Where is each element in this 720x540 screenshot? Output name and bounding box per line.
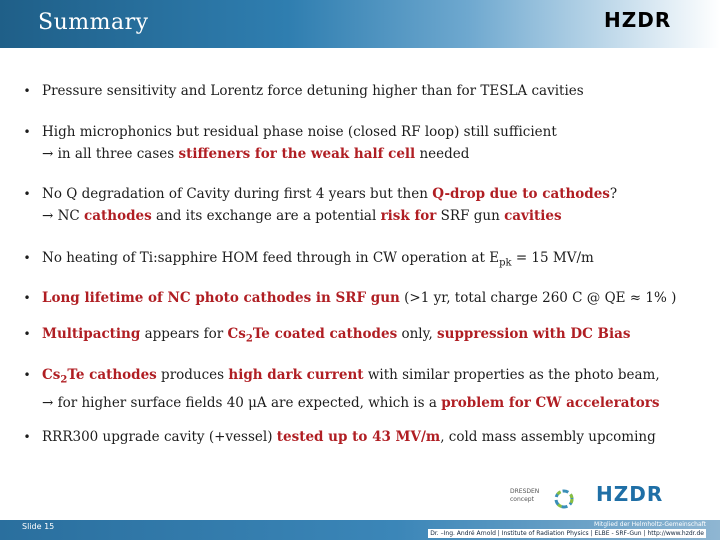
subscript-pk: pk [499, 257, 512, 269]
bullet-dot-icon: • [23, 430, 31, 444]
bullet-text: High microphonics but residual phase noise (closed RF loop) still sufficient [42, 124, 557, 140]
bullet-text: SRF gun [436, 208, 505, 224]
bullet-text: → for higher surface fields 40 μA are expected, which is a [42, 394, 442, 411]
bullet-highlight: Te coated cathodes [252, 326, 398, 342]
bullet-highlight: Q-drop due to cathodes [432, 186, 610, 202]
bullet-item [20, 121, 710, 165]
bullet-text: RRR300 upgrade cavity (+vessel) [42, 429, 277, 445]
bullet-highlight: problem for CW accelerators [441, 394, 660, 411]
bullet-text: No Q degradation of Cavity during first 4 years but then [42, 186, 433, 202]
bullet-text: = 15 MV/m [511, 250, 594, 266]
bullet-highlight: Te cathodes [67, 367, 157, 383]
bullet-highlight: tested up to 43 MV/m [276, 429, 441, 445]
bullet-highlight: high dark current [228, 367, 364, 383]
bullet-text: Pressure sensitivity and Lorentz force detuning higher than for TESLA cavities [42, 83, 584, 99]
page-title: Summary [38, 10, 149, 35]
bullet-highlight: cathodes [84, 208, 152, 224]
bullet-highlight: risk for [380, 208, 437, 224]
bullet-text: appears for [140, 326, 228, 342]
bullet-highlight: cavities [504, 208, 562, 224]
bullet-dot-icon: • [23, 125, 31, 139]
bullet-text: produces [156, 367, 229, 383]
concept-text: concept [510, 496, 534, 503]
bullet-dot-icon: • [23, 291, 31, 305]
bullet-text: → in all three cases [42, 146, 179, 162]
bullet-item [20, 323, 710, 351]
bullet-item [20, 183, 710, 227]
bullet-text: only, [397, 326, 438, 342]
subscript-2: 2 [60, 374, 68, 386]
subscript-2: 2 [245, 333, 253, 345]
hzdr-logo-bottom: HZDR [596, 482, 664, 506]
bullet-highlight: Long lifetime of NC photo cathodes in SRF gun [42, 290, 400, 306]
bullet-highlight: Multipacting [42, 326, 141, 342]
bullet-text: No heating of Ti:sapphire HOM feed through in CW operation at E [42, 250, 500, 266]
dresden-text: DRESDEN [510, 488, 540, 495]
bullet-item [20, 364, 710, 414]
bullet-text: ? [609, 186, 618, 202]
bullet-text: → NC [42, 208, 85, 224]
bullet-highlight: Cs [42, 367, 61, 383]
header-bar [0, 0, 720, 48]
bullet-text: needed [415, 146, 470, 162]
hzdr-logo-top: HZDR [604, 8, 672, 32]
bullet-text: with similar properties as the photo beam, [363, 367, 660, 383]
bullet-text: (>1 yr, total charge 260 C @ QE ≈ 1% ) [399, 290, 677, 306]
member-text: Mitglied der Helmholtz-Gemeinschaft [594, 521, 706, 528]
credits-text: Dr. –Ing. André Arnold | Institute of Radiation Physics | ELBE - SRF-Gun | http://www.hzdr.de [430, 530, 704, 537]
bullet-dot-icon: • [23, 327, 31, 341]
bullet-item [20, 80, 710, 102]
slide-number: Slide 15 [22, 522, 55, 531]
bullet-text: and its exchange are a potential [151, 208, 381, 224]
bullet-dot-icon: • [23, 368, 31, 382]
bullet-highlight: suppression with DC Bias [437, 326, 631, 342]
bullet-item [20, 426, 710, 448]
bullet-item [20, 247, 710, 275]
bullet-highlight: stiffeners for the weak half cell [178, 146, 416, 162]
bullet-text: , cold mass assembly upcoming [440, 429, 656, 445]
footer-info [428, 520, 706, 538]
bullet-dot-icon: • [23, 84, 31, 98]
bullet-highlight: Cs [227, 326, 246, 342]
bullet-item [20, 287, 710, 309]
bullet-dot-icon: • [23, 251, 31, 265]
bullet-dot-icon: • [23, 187, 31, 201]
